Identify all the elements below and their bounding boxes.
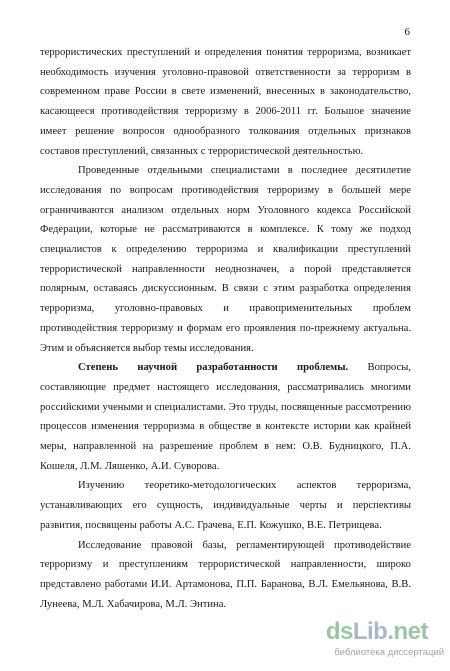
watermark-logo-lib: Lib: [352, 618, 388, 645]
section-heading: Степень научной разработанности проблемы.: [78, 362, 349, 374]
paragraph-1: террористических преступлений и определения понятия терроризма, возникает необходимость изучения уголовно-правовой ответственности за терроризм в современном праве России в свете изменений, внесенных в законодательство, касающееся противодействия терроризму в 2006-2011 гг. Большое значение имеет решение вопросов однообразного толкования отдельных признаков составов преступлений, связанных с террористической деятельностью.: [40, 47, 411, 157]
paragraph-3-text: Вопросы, составляющие предмет настоящего исследования, рассматривались многими российскими учеными и специалистами. Это труды, посвященные рассмотрению процессов изменения терроризма в обществе в контексте истории как крайней меры, направленной на разрешение проблем в нем: О.В. Будницкого, П.А. Кошеля, Л.М. Ляшенко, А.И. Суворова.: [40, 362, 411, 472]
body-text: [40, 43, 411, 614]
watermark-logo-ds: ds: [325, 618, 353, 645]
page-number: 6: [404, 26, 410, 38]
watermark-logo: [326, 619, 428, 645]
paragraph-5: Исследование правовой базы, регламентирующей противодействие терроризму и преступлениям террористической направленности, широко представлено работами И.И. Артамонова, П.П. Баранова, В.Л. Емельянова, В.В. Лунеева, М.Л. Хабачирова, М.Л. Энтина.: [40, 539, 411, 610]
watermark-logo-tld: .net: [387, 618, 428, 645]
paragraph-3: [40, 358, 411, 476]
watermark-subtitle: библиотека диссертаций: [334, 647, 444, 658]
paragraph-2: Проведенные отдельными специалистами в последнее десятилетие исследования по вопросам противодействия терроризму в большей мере ограничиваются анализом отдельных норм Уголовного кодекса Российской Федерации, которые не рассматриваются в комплексе. К тому же подход специалистов к определению терроризма и квалификации преступлений террористической направленности неоднозначен, а порой представляется полярным, оставаясь дискуссионным. В связи с этим разработка определения терроризма, уголовно-правовых и правоприменительных проблем противодействия терроризму и формам его проявления по-прежнему актуальна. Этим и объясняется выбор темы исследования.: [40, 165, 411, 354]
paragraph-4: Изучению теоретико-методологических аспектов терроризма, устанавливающих его сущность, индивидуальные черты и перспективы развития, посвящены работы А.С. Грачева, Е.П. Кожушко, В.Е. Петрищева.: [40, 480, 411, 531]
watermark: [284, 619, 444, 665]
